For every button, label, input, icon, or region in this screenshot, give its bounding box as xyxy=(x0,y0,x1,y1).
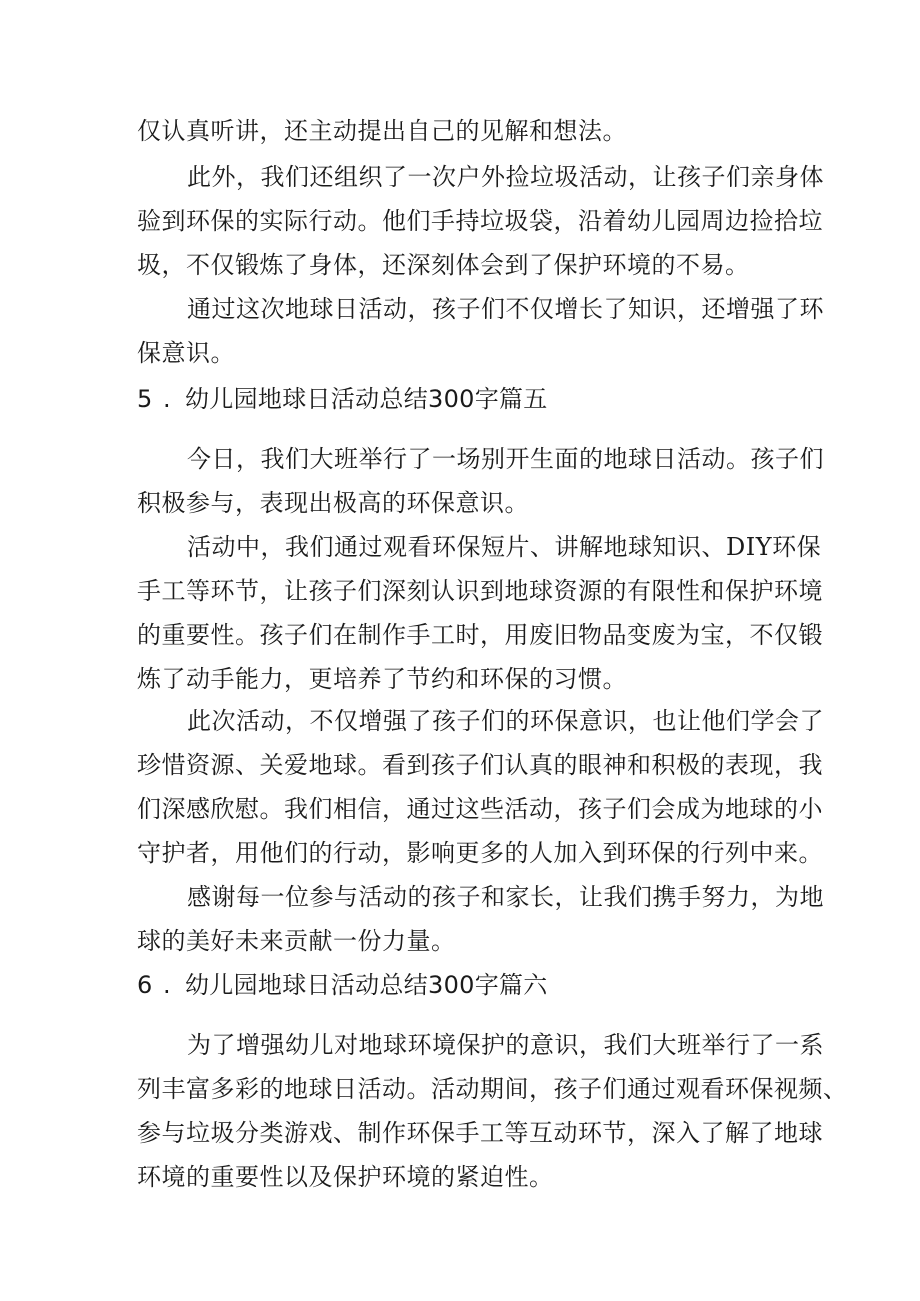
paragraph-line: 仅认真听讲，还主动提出自己的见解和想法。 xyxy=(137,117,627,145)
section-dot: . xyxy=(163,971,171,999)
section-dot: . xyxy=(163,385,171,413)
paragraph-line: 为了增强幼儿对地球环境保护的意识，我们大班举行了一系 xyxy=(187,1031,824,1059)
paragraph-line: 今日，我们大班举行了一场别开生面的地球日活动。孩子们 xyxy=(187,445,824,473)
paragraph-line: 此次活动，不仅增强了孩子们的环保意识，也让他们学会了 xyxy=(187,707,824,735)
paragraph-line: 此外，我们还组织了一次户外捡垃圾活动，让孩子们亲身体 xyxy=(187,163,824,191)
paragraph-line: 球的美好未来贡献一份力量。 xyxy=(137,927,456,955)
paragraph-line: 们深感欣慰。我们相信，通过这些活动，孩子们会成为地球的小 xyxy=(137,795,823,823)
section-heading xyxy=(137,970,548,1000)
paragraph-line: 验到环保的实际行动。他们手持垃圾袋，沿着幼儿园周边捡拾垃 xyxy=(137,207,823,235)
paragraph-line: 通过这次地球日活动，孩子们不仅增长了知识，还增强了环 xyxy=(187,295,824,323)
paragraph-line: 炼了动手能力，更培养了节约和环保的习惯。 xyxy=(137,665,627,693)
section-title: 幼儿园地球日活动总结300字篇六 xyxy=(185,971,548,999)
paragraph-line: 环境的重要性以及保护环境的紧迫性。 xyxy=(137,1163,554,1191)
section-number: 6 xyxy=(137,971,153,999)
paragraph-line: 活动中，我们通过观看环保短片、讲解地球知识、DIY环保 xyxy=(187,533,822,561)
paragraph-line: 的重要性。孩子们在制作手工时，用废旧物品变废为宝，不仅锻 xyxy=(137,621,823,649)
section-number: 5 xyxy=(137,385,153,413)
paragraph-line: 保意识。 xyxy=(137,339,235,367)
section-heading xyxy=(137,384,548,414)
paragraph-line: 守护者，用他们的行动，影响更多的人加入到环保的行列中来。 xyxy=(137,839,823,867)
paragraph-line: 积极参与，表现出极高的环保意识。 xyxy=(137,489,529,517)
paragraph-line: 参与垃圾分类游戏、制作环保手工等互动环节，深入了解了地球 xyxy=(137,1119,823,1147)
paragraph-line: 手工等环节，让孩子们深刻认识到地球资源的有限性和保护环境 xyxy=(137,577,823,605)
paragraph-line: 列丰富多彩的地球日活动。活动期间，孩子们通过观看环保视频、 xyxy=(137,1075,848,1103)
paragraph-line: 感谢每一位参与活动的孩子和家长，让我们携手努力，为地 xyxy=(187,883,824,911)
paragraph-line: 圾，不仅锻炼了身体，还深刻体会到了保护环境的不易。 xyxy=(137,251,750,279)
paragraph-line: 珍惜资源、关爱地球。看到孩子们认真的眼神和积极的表现，我 xyxy=(137,751,823,779)
section-title: 幼儿园地球日活动总结300字篇五 xyxy=(185,385,548,413)
